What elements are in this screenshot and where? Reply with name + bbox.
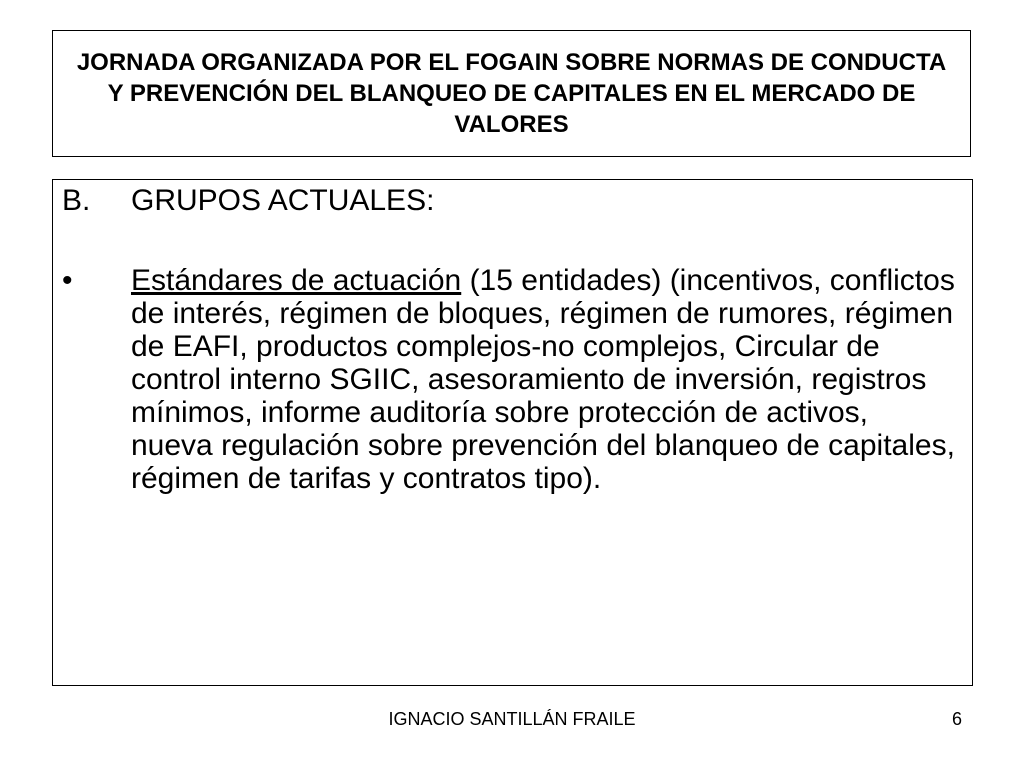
page-number: 6 <box>951 709 962 729</box>
section-heading: GRUPOS ACTUALES: <box>131 184 435 217</box>
footer-author: IGNACIO SANTILLÁN FRAILE <box>388 709 636 729</box>
slide-title-box <box>52 30 971 157</box>
bullet-text <box>131 264 958 495</box>
slide-title: JORNADA ORGANIZADA POR EL FOGAIN SOBRE NORMAS DE CONDUCTA Y PREVENCIÓN DEL BLANQUEO DE CAPITALES EN EL MERCADO DE VALORES <box>76 49 947 138</box>
bullet-term: Estándares de actuación <box>131 264 462 297</box>
bullet-icon: • <box>62 264 73 297</box>
slide-content-box <box>52 179 973 686</box>
section-marker: B. <box>62 184 91 217</box>
bullet-description: (15 entidades) (incentivos, conflictos de interés, régimen de bloques, régimen de rumores, régimen de EAFI, productos complejos-no complejos, Circular de control interno SGIIC, asesoramiento de inversión, registros mínimos, informe auditoría sobre protección de activos, nueva regulación sobre prevención del blanqueo de capitales, régimen de tarifas y contratos tipo). <box>131 264 955 495</box>
